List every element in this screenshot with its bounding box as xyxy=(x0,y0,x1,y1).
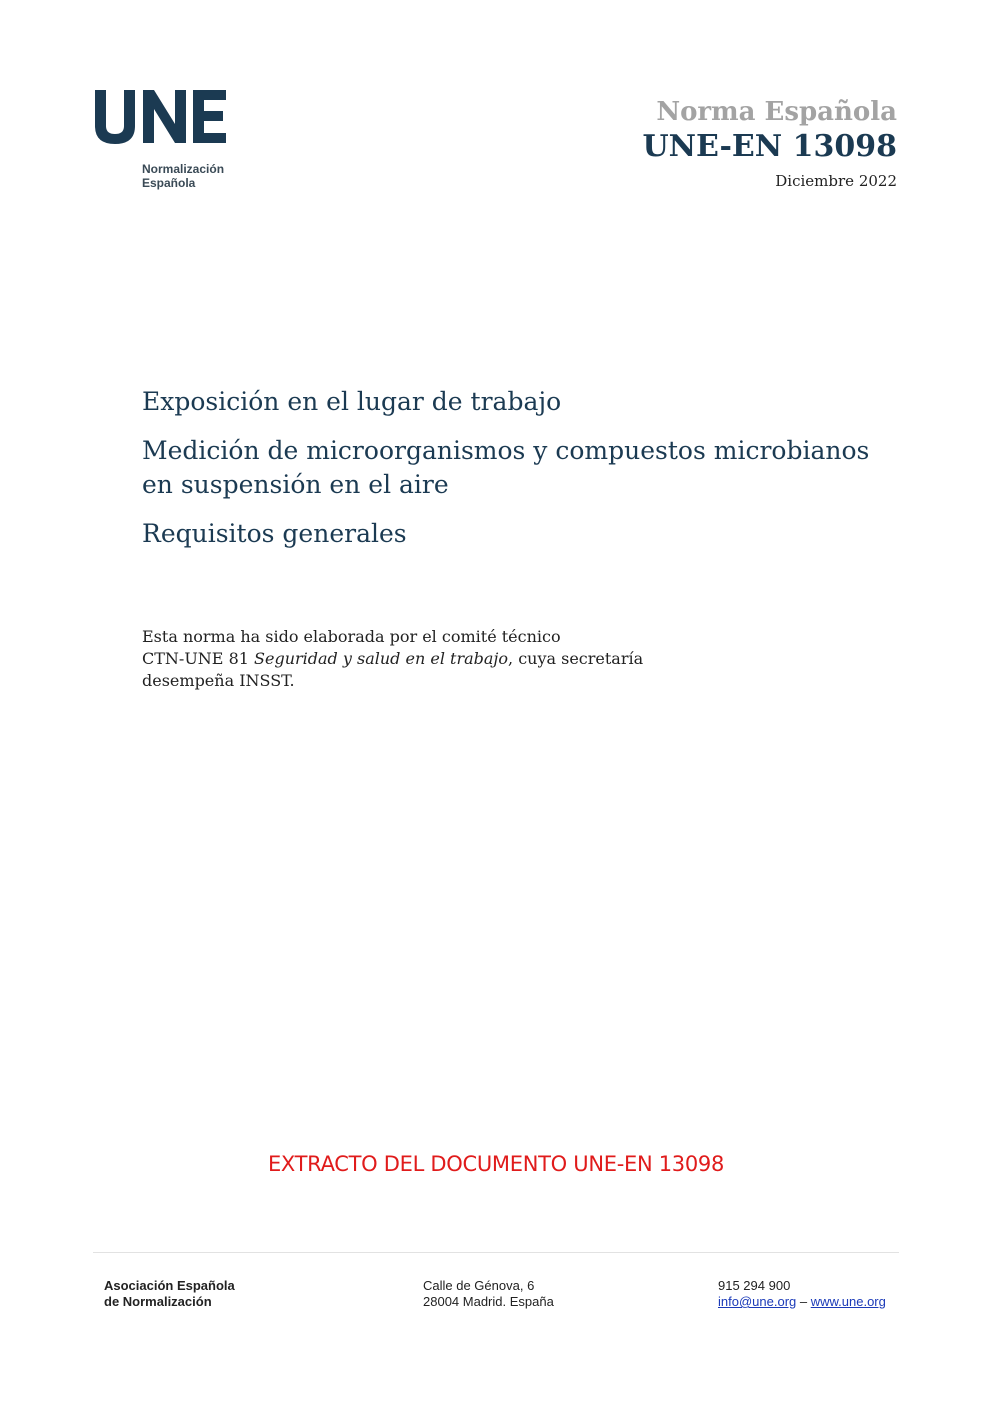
footer-divider xyxy=(93,1252,899,1253)
document-titles xyxy=(142,385,902,566)
une-logo xyxy=(93,90,253,190)
logo-subtitle xyxy=(142,162,224,190)
committee-line-1: Esta norma ha sido elaborada por el comité técnico xyxy=(142,627,561,646)
committee-line-2-suffix: , cuya secretaría xyxy=(508,649,644,668)
footer-address-line1: Calle de Génova, 6 xyxy=(423,1278,535,1293)
committee-statement xyxy=(142,626,702,692)
committee-line-2 xyxy=(142,648,702,670)
committee-code: CTN-UNE 81 xyxy=(142,649,255,668)
title-line-1: Exposición en el lugar de trabajo xyxy=(142,387,562,416)
title-line-3: Requisitos generales xyxy=(142,519,407,548)
footer-links xyxy=(718,1294,886,1310)
footer-organization xyxy=(104,1278,235,1310)
title-line-2: Medición de microorganismos y compuestos microbianos en suspensión en el aire xyxy=(142,436,870,499)
email-link[interactable]: info@une.org xyxy=(718,1294,797,1309)
footer-org-line2: de Normalización xyxy=(104,1294,212,1309)
website-link[interactable]: www.une.org xyxy=(810,1294,886,1309)
footer-phone: 915 294 900 xyxy=(718,1278,791,1293)
footer-link-separator: – xyxy=(796,1294,811,1309)
committee-line-3: desempeña INSST. xyxy=(142,671,295,690)
committee-name: Seguridad y salud en el trabajo xyxy=(254,649,509,668)
extract-notice: EXTRACTO DEL DOCUMENTO UNE-EN 13098 xyxy=(267,1152,725,1176)
logo-subtitle-line2: Española xyxy=(142,176,196,190)
footer-contact xyxy=(718,1278,886,1310)
footer-org-line1: Asociación Española xyxy=(104,1278,235,1293)
standard-code: UNE-EN 13098 xyxy=(642,129,897,164)
footer-address-line2: 28004 Madrid. España xyxy=(423,1294,554,1309)
standard-date: Diciembre 2022 xyxy=(775,172,897,190)
standard-header xyxy=(642,96,897,190)
logo-subtitle-line1: Normalización xyxy=(142,162,225,176)
standard-label: Norma Española xyxy=(656,97,897,127)
footer-address xyxy=(423,1278,554,1310)
une-logo-mark xyxy=(93,90,227,144)
